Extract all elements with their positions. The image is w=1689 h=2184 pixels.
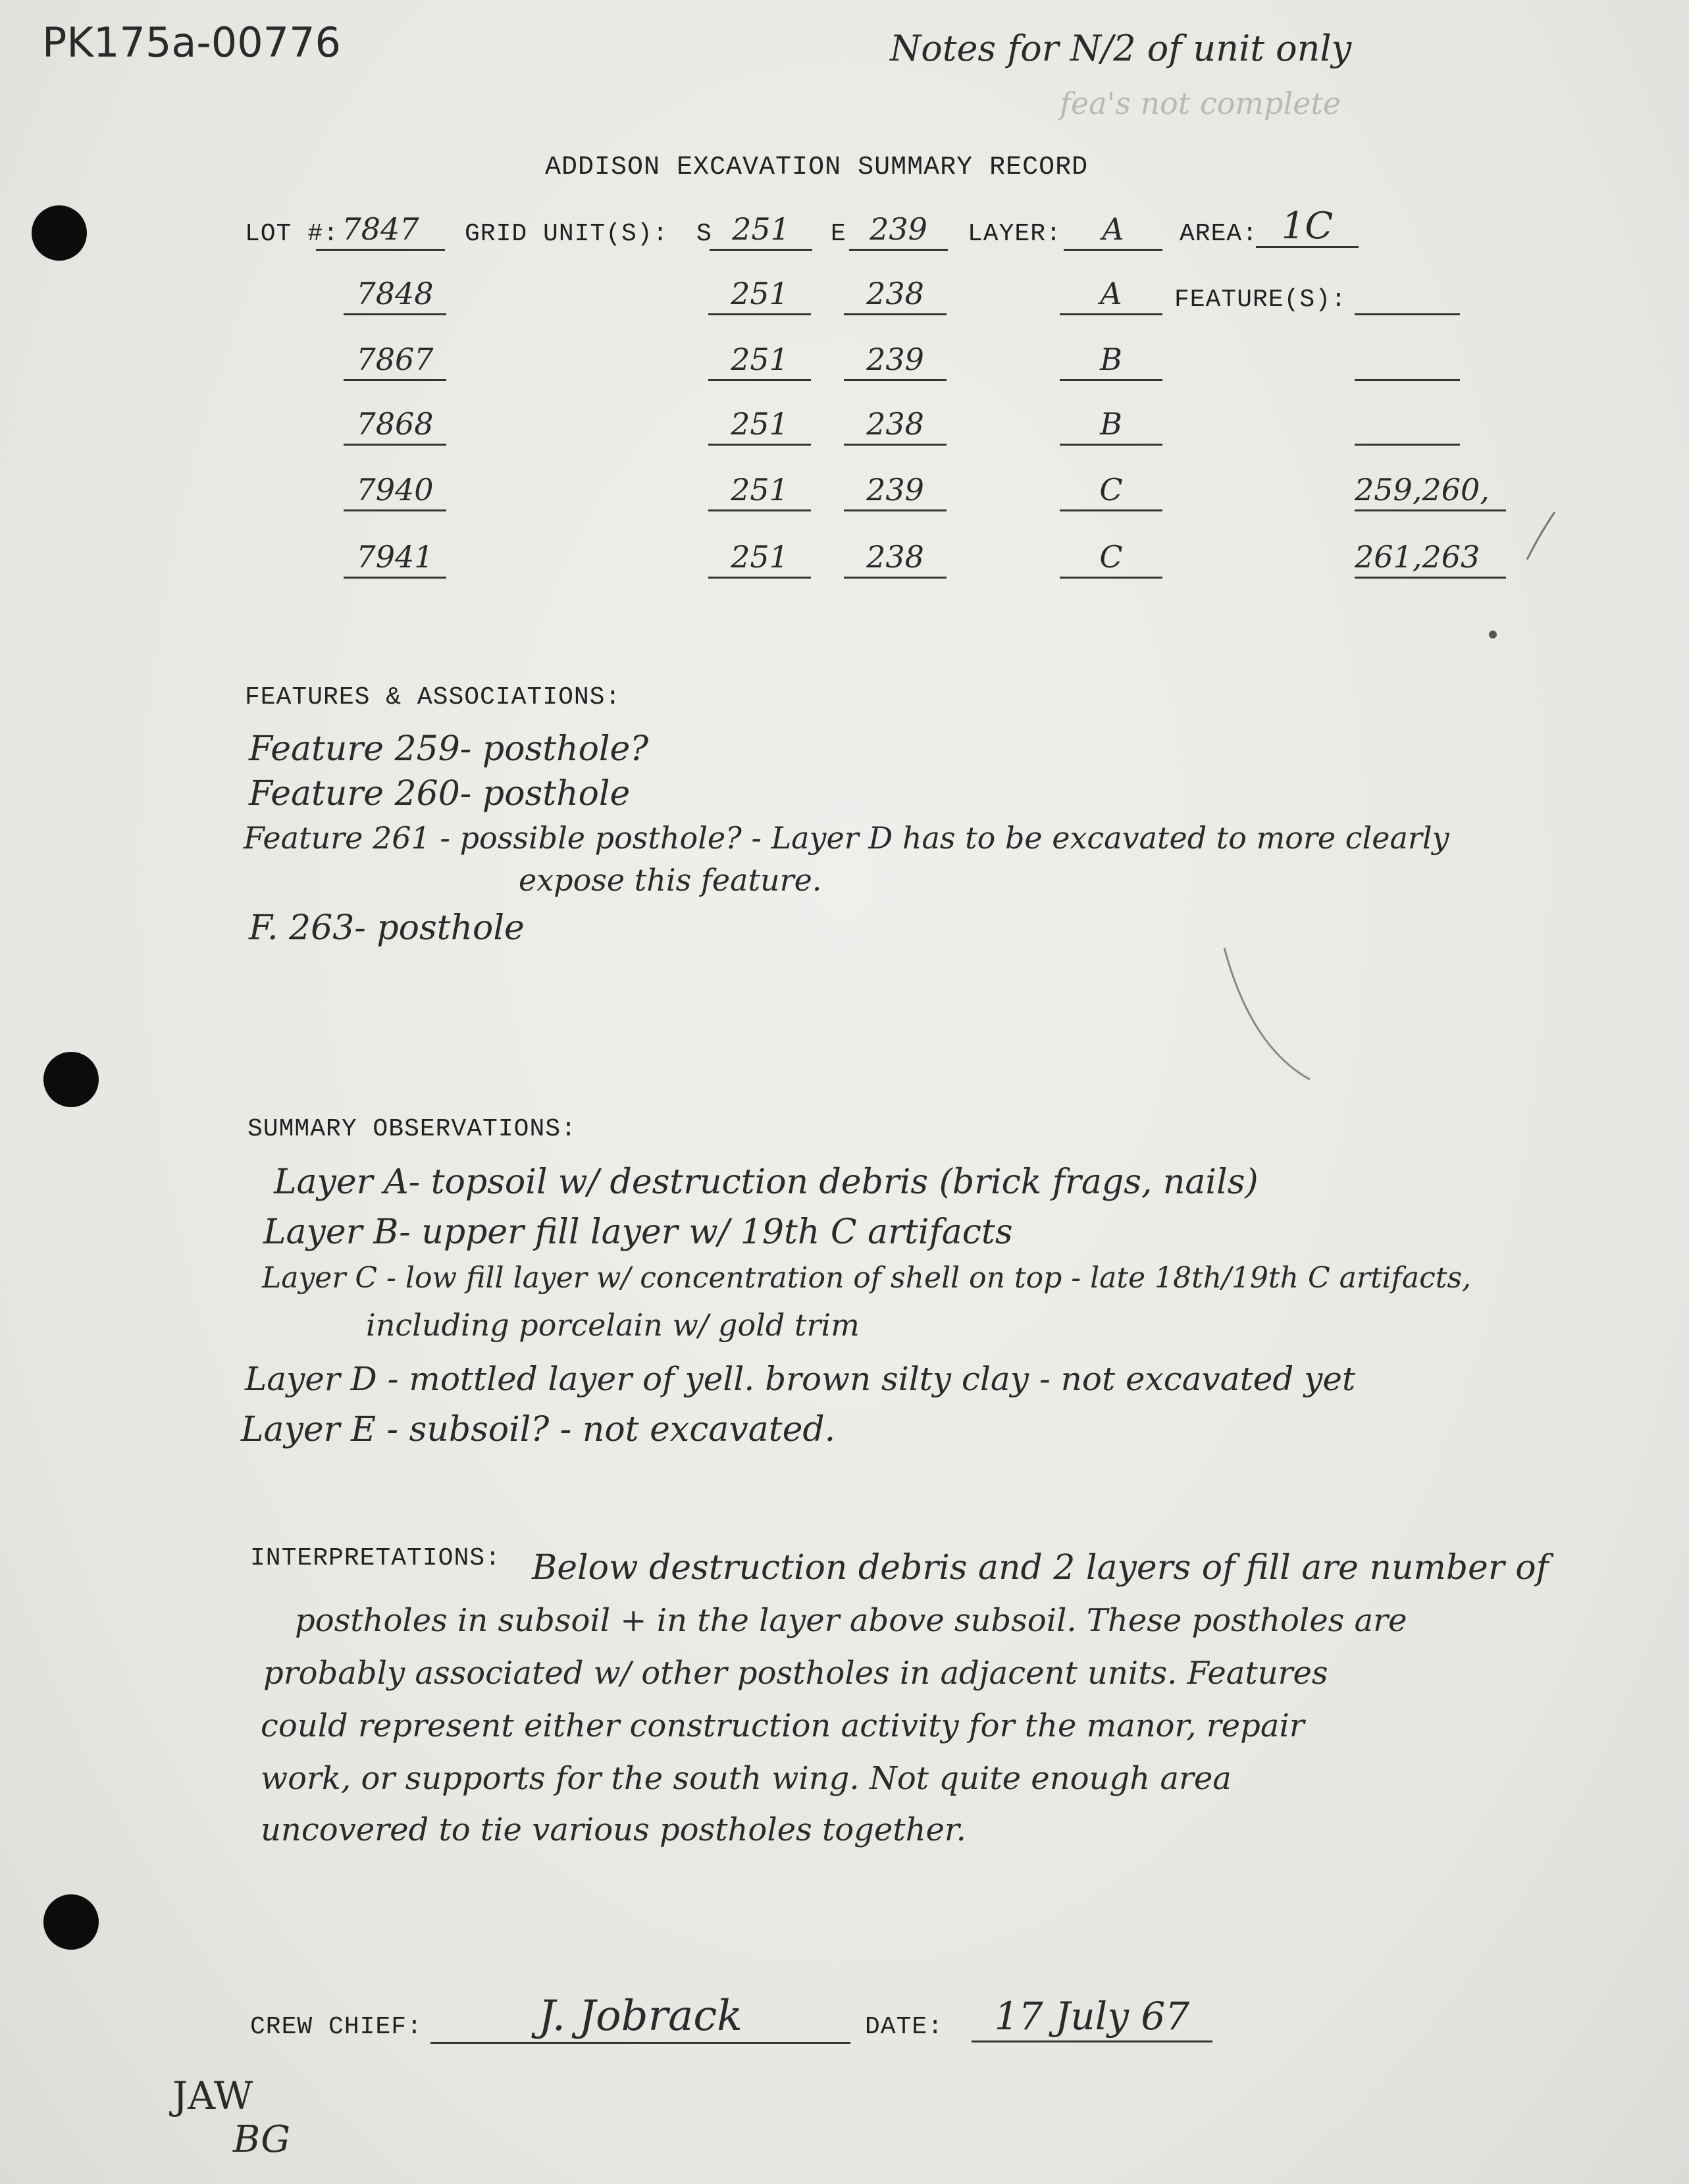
check-mark-icon bbox=[1520, 507, 1560, 566]
record-e: 239 bbox=[849, 212, 948, 251]
interpretations-line: probably associated w/ other postholes in adjacent units. Features bbox=[263, 1655, 1328, 1692]
record-s: 251 bbox=[708, 342, 811, 381]
summary-line: Layer A- topsoil w/ destruction debris (brick frags, nails) bbox=[274, 1162, 1259, 1202]
document-id: PK175a-00776 bbox=[42, 18, 341, 66]
record-lot: 7940 bbox=[344, 473, 446, 511]
record-s: 251 bbox=[708, 473, 811, 511]
interpretations-line: could represent either construction activity for the manor, repair bbox=[261, 1707, 1305, 1744]
record-features bbox=[1355, 276, 1460, 315]
lot-label: LOT #: bbox=[245, 220, 339, 248]
record-e: 238 bbox=[844, 276, 947, 315]
record-layer: C bbox=[1060, 540, 1162, 579]
record-e: 238 bbox=[844, 407, 947, 446]
e-label: E bbox=[831, 220, 846, 248]
record-lot: 7941 bbox=[344, 540, 446, 579]
crew-chief-signature: J. Jobrack bbox=[430, 1993, 850, 2044]
summary-line: Layer E - subsoil? - not excavated. bbox=[241, 1410, 836, 1449]
features-label: FEATURE(S): bbox=[1174, 286, 1347, 314]
features-line: F. 263- posthole bbox=[249, 908, 525, 948]
initials-2: BG bbox=[233, 2118, 290, 2161]
features-line: Feature 259- posthole? bbox=[249, 729, 649, 769]
form-title: ADDISON EXCAVATION SUMMARY RECORD bbox=[545, 153, 1089, 182]
summary-line: Layer D - mottled layer of yell. brown silty clay - not excavated yet bbox=[245, 1360, 1356, 1398]
crew-chief-label: CREW CHIEF: bbox=[250, 2013, 423, 2041]
record-e: 239 bbox=[844, 342, 947, 381]
record-s: 251 bbox=[708, 407, 811, 446]
layer-label: LAYER: bbox=[968, 220, 1062, 248]
features-heading: FEATURES & ASSOCIATIONS: bbox=[245, 683, 621, 712]
record-layer: A bbox=[1064, 212, 1162, 251]
margin-stroke bbox=[1211, 935, 1316, 1093]
interpretations-line: postholes in subsoil + in the layer above subsoil. These postholes are bbox=[295, 1602, 1407, 1639]
features-line: expose this feature. bbox=[519, 862, 822, 898]
record-layer: B bbox=[1060, 342, 1162, 381]
record-lot: 7867 bbox=[344, 342, 446, 381]
record-features bbox=[1355, 407, 1460, 446]
grid-unit-label: GRID UNIT(S): bbox=[465, 220, 669, 248]
record-layer: A bbox=[1060, 276, 1162, 315]
date-label: DATE: bbox=[865, 2013, 944, 2041]
features-line: Feature 260- posthole bbox=[249, 774, 631, 814]
interpretations-line: Below destruction debris and 2 layers of fill are number of bbox=[532, 1548, 1549, 1588]
summary-line: including porcelain w/ gold trim bbox=[366, 1307, 860, 1343]
s-label: S bbox=[696, 220, 712, 248]
interpretations-line: work, or supports for the south wing. Not quite enough area bbox=[261, 1760, 1232, 1797]
summary-heading: SUMMARY OBSERVATIONS: bbox=[247, 1115, 577, 1143]
record-layer: B bbox=[1060, 407, 1162, 446]
summary-line: Layer B- upper fill layer w/ 19th C artifacts bbox=[263, 1212, 1013, 1252]
record-features: 259,260, bbox=[1355, 473, 1506, 511]
area-value: 1C bbox=[1256, 209, 1359, 248]
summary-line: Layer C - low fill layer w/ concentration of shell on top - late 18th/19th C artifacts, bbox=[262, 1261, 1472, 1295]
record-lot: 7848 bbox=[344, 276, 446, 315]
date-value: 17 July 67 bbox=[972, 1994, 1212, 2042]
record-s: 251 bbox=[708, 276, 811, 315]
interpretations-heading: INTERPRETATIONS: bbox=[250, 1544, 501, 1573]
record-features: 261,263 bbox=[1355, 540, 1506, 579]
record-s: 251 bbox=[710, 212, 812, 251]
punch-hole-top bbox=[32, 205, 87, 261]
features-line: Feature 261 - possible posthole? - Layer D has to be excavated to more clearly bbox=[244, 820, 1449, 856]
record-e: 239 bbox=[844, 473, 947, 511]
area-label: AREA: bbox=[1180, 220, 1259, 248]
record-e: 238 bbox=[844, 540, 947, 579]
punch-hole-bottom bbox=[43, 1894, 99, 1950]
record-lot: 7847 bbox=[316, 212, 445, 251]
interpretations-line: uncovered to tie various postholes together. bbox=[261, 1811, 966, 1848]
record-layer: C bbox=[1060, 473, 1162, 511]
initials-1: JAW bbox=[172, 2073, 253, 2118]
record-lot: 7868 bbox=[344, 407, 446, 446]
top-note: Notes for N/2 of unit only bbox=[890, 28, 1352, 69]
record-features bbox=[1355, 342, 1460, 381]
record-s: 251 bbox=[708, 540, 811, 579]
top-note-faint: fea's not complete bbox=[1060, 86, 1341, 121]
punch-hole-middle bbox=[43, 1052, 99, 1107]
dot-mark bbox=[1489, 631, 1497, 638]
